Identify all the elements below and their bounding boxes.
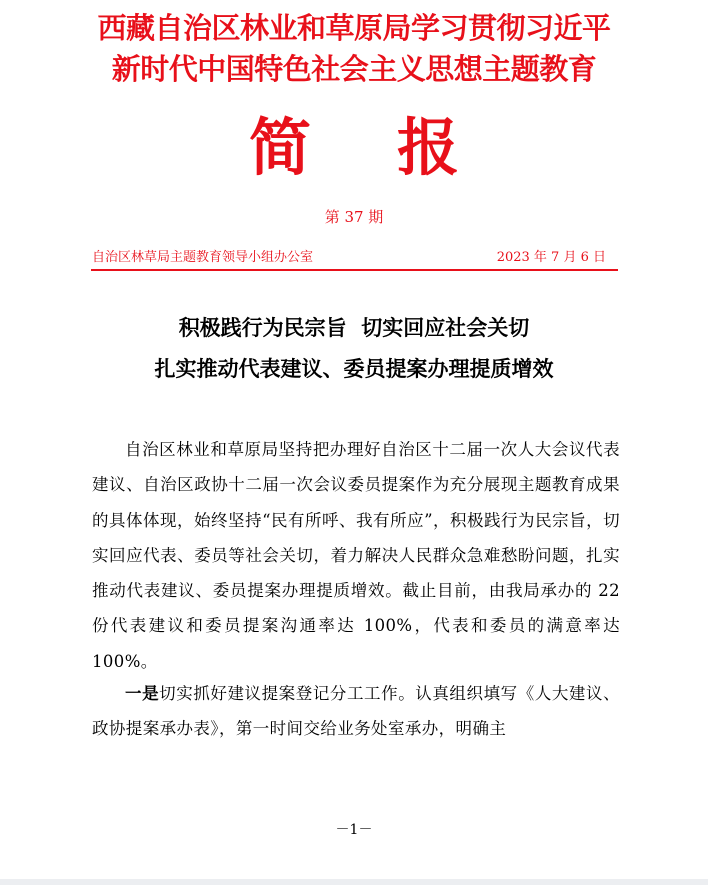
paragraph-lead: 一是 bbox=[125, 684, 160, 703]
issue-date: 2023 年 7 月 6 日 bbox=[496, 250, 606, 265]
issue-number: 第 37 期 bbox=[324, 208, 384, 226]
masthead-divider bbox=[91, 269, 618, 271]
issuing-office: 自治区林草局主题教育领导小组办公室 bbox=[92, 250, 314, 265]
article-title-line1: 积极践行为民宗旨 切实回应社会关切 bbox=[178, 315, 530, 340]
header-title-line1: 西藏自治区林业和草原局学习贯彻习近平 bbox=[97, 11, 611, 45]
masthead-meta bbox=[92, 247, 606, 269]
bulletin-heading: 简报 bbox=[248, 111, 545, 184]
page-number: －1－ bbox=[335, 822, 373, 838]
body-paragraph-1: 自治区林业和草原局坚持把办理好自治区十二届一次人大会议代表建议、自治区政协十二届一次会议委员提案作为充分展现主题教育成果的具体体现，始终坚持“民有所呼、我有所应”，积极践行为民宗旨，切实回应代表、委员等社会关切，着力解决人民群众急难愁盼问题，扎实推动代表建议、委员提案办理提质增效。截止目前，由我局承办的 22 份代表建议和委员提案沟通率达 100%，代表和委员的满意率达 100%。 bbox=[92, 440, 620, 671]
article-title-line2: 扎实推动代表建议、委员提案办理提质增效 bbox=[154, 356, 554, 381]
paragraph-2-text: 切实抓好建议提案登记分工工作。认真组织填写《人大建议、政协提案承办表》，第一时间交给业务处室承办，明确主 bbox=[92, 684, 620, 739]
body-paragraph-2 bbox=[92, 676, 620, 747]
header-title-line2: 新时代中国特色社会主义思想主题教育 bbox=[111, 52, 597, 86]
page-bottom-edge bbox=[0, 879, 708, 885]
